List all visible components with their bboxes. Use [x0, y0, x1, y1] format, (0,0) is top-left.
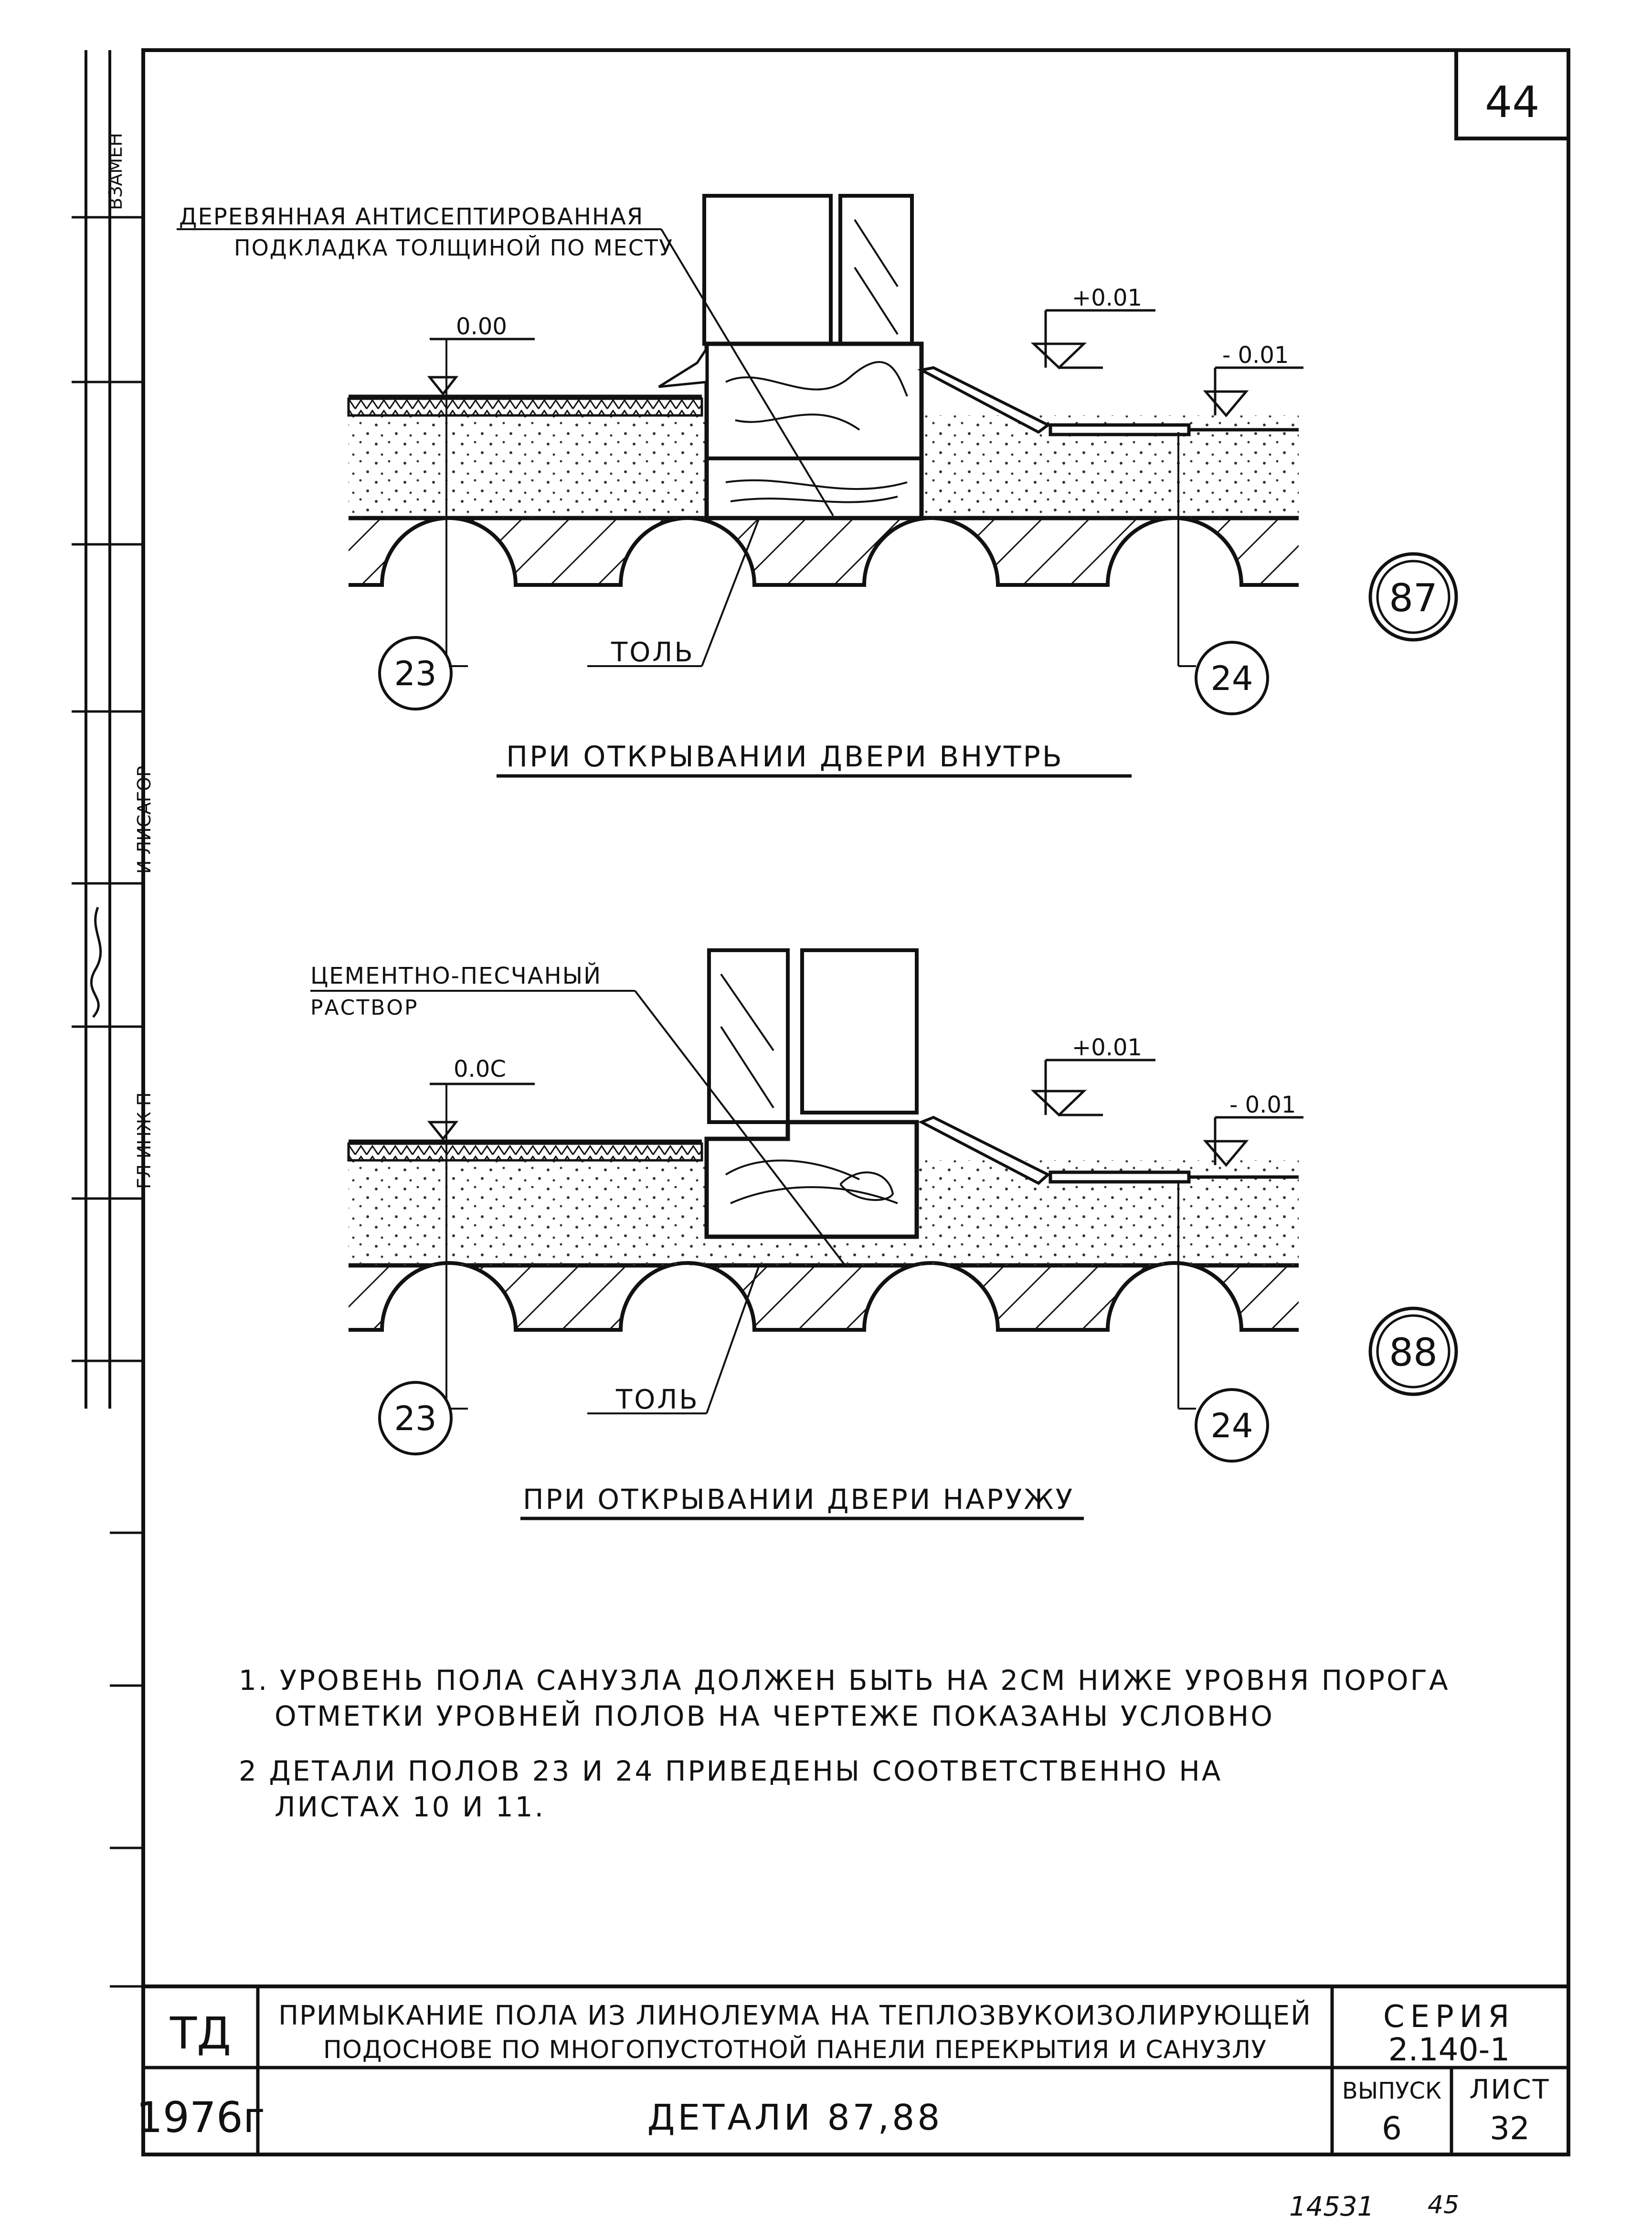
note-1-line2: ОТМЕТКИ УРОВНЕЙ ПОЛОВ НА ЧЕРТЕЖЕ ПОКАЗАНЫ УСЛОВНО [275, 1700, 1274, 1732]
stamp-chief-engineer: ГЛ ИНЖ П [134, 1092, 155, 1189]
bottom-stamp: 14531 [1289, 2191, 1375, 2222]
d87-callout-line1: ДЕРЕВЯННАЯ АНТИСЕПТИРОВАННАЯ [179, 203, 644, 230]
d87-ref-left: 23 [394, 654, 437, 693]
d88-caption: ПРИ ОТКРЫВАНИИ ДВЕРИ НАРУЖУ [523, 1483, 1075, 1516]
detail-88-number: 88 [1389, 1330, 1438, 1375]
detail-88-drawing [310, 950, 1456, 1518]
title-year: 1976г [136, 2093, 265, 2142]
d87-mark-mid: +0.01 [1072, 285, 1143, 311]
stamp-surname: И ЛИСАГОР [134, 765, 155, 874]
detail-87-number: 87 [1389, 576, 1438, 620]
series-value: 2.140-1 [1388, 2031, 1510, 2068]
sheet-label: ЛИСТ [1469, 2074, 1550, 2105]
note-2-line2: ЛИСТАХ 10 И 11. [275, 1791, 546, 1823]
title-subtitle: ДЕТАЛИ 87,88 [647, 2097, 943, 2138]
title-org: ТД [169, 2008, 232, 2059]
d87-ref-right: 24 [1210, 659, 1253, 698]
issue-value: 6 [1382, 2110, 1402, 2147]
issue-label: ВЫПУСК [1342, 2078, 1442, 2104]
d87-mark-right: - 0.01 [1222, 342, 1289, 369]
d88-mark-right: - 0.01 [1229, 1092, 1296, 1118]
bottom-stamp-suffix: 45 [1428, 2191, 1460, 2219]
detail-87-drawing [177, 196, 1456, 776]
note-2-line1: 2 ДЕТАЛИ ПОЛОВ 23 И 24 ПРИВЕДЕНЫ СООТВЕТСТВЕННО НА [239, 1755, 1223, 1787]
sheet-value: 32 [1490, 2110, 1530, 2147]
d88-callout-line1: ЦЕМЕНТНО-ПЕСЧАНЫЙ [310, 963, 602, 989]
d87-callout-line2: ПОДКЛАДКА ТОЛЩИНОЙ ПО МЕСТУ [234, 235, 674, 261]
d88-mark-left: 0.0С [454, 1056, 506, 1082]
d88-tol-label: ТОЛЬ [616, 1384, 699, 1415]
series-label: СЕРИЯ [1383, 1999, 1515, 2035]
d87-caption: ПРИ ОТКРЫВАНИИ ДВЕРИ ВНУТРЬ [506, 740, 1064, 774]
d88-ref-left: 23 [394, 1399, 437, 1438]
d87-mark-left: 0.00 [456, 313, 507, 340]
signature-scribble [91, 907, 100, 1017]
page-number: 44 [1485, 77, 1540, 127]
title-line1: ПРИМЫКАНИЕ ПОЛА ИЗ ЛИНОЛЕУМА НА ТЕПЛОЗВУКОИЗОЛИРУЮЩЕЙ [278, 2000, 1312, 2031]
d88-callout-line2: РАСТВОР [310, 996, 419, 1020]
d87-tol-label: ТОЛЬ [611, 637, 695, 668]
title-line2: ПОДОСНОВЕ ПО МНОГОПУСТОТНОЙ ПАНЕЛИ ПЕРЕКРЫТИЯ И САНУЗЛУ [323, 2036, 1267, 2064]
note-1-line1: 1. УРОВЕНЬ ПОЛА САНУЗЛА ДОЛЖЕН БЫТЬ НА 2СМ НИЖЕ УРОВНЯ ПОРОГА [239, 1664, 1450, 1697]
d88-ref-right: 24 [1210, 1406, 1253, 1445]
stamp-replaces: ВЗАМЕН [105, 133, 126, 210]
d88-mark-mid: +0.01 [1072, 1034, 1143, 1061]
